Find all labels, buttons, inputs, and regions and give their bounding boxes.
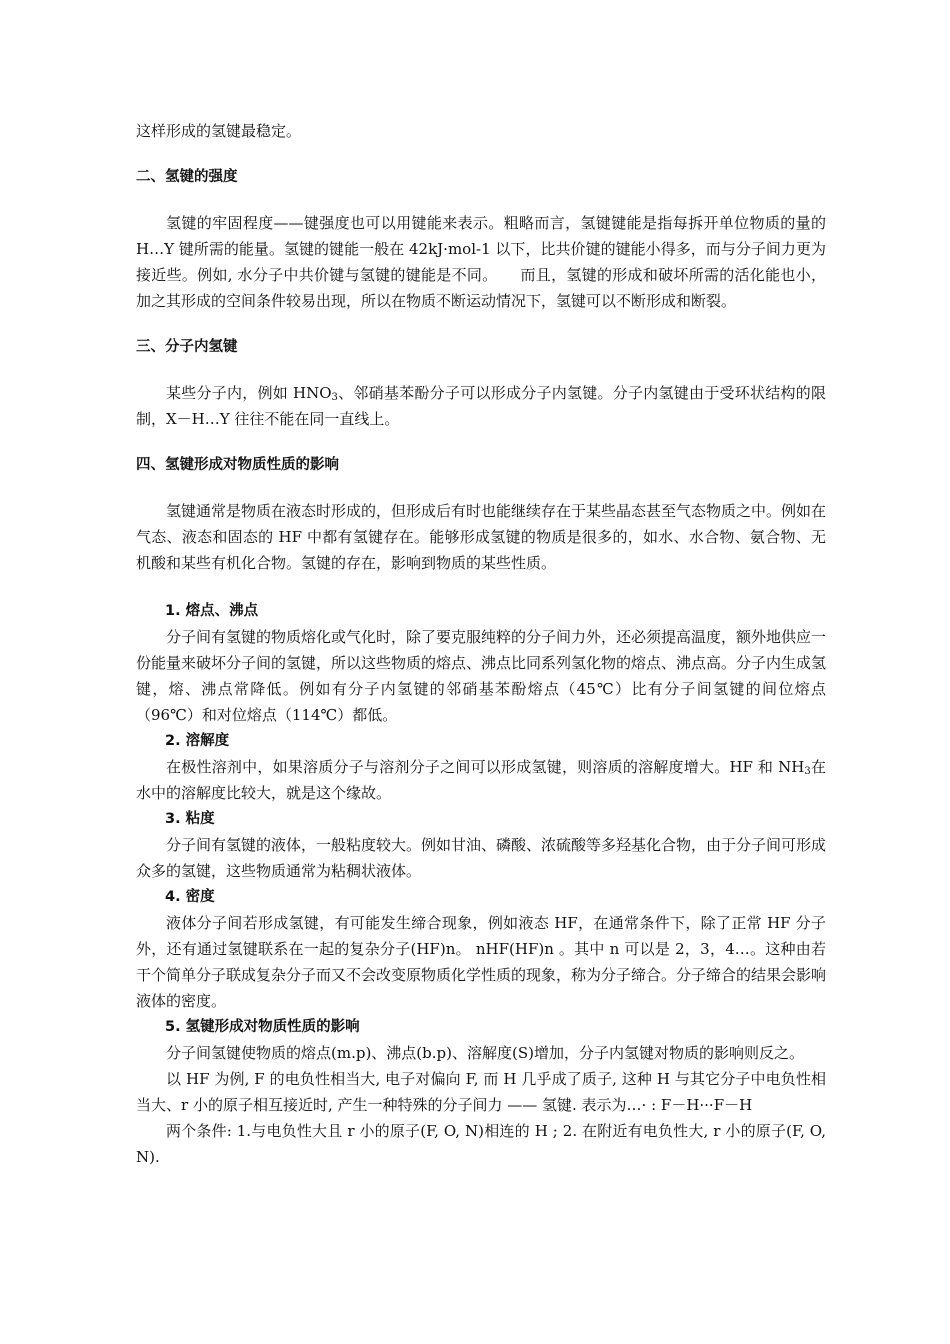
- intro-line: 这样形成的氢键最稳定。: [136, 122, 302, 140]
- item-5-paragraph-2: 以 HF 为例, F 的电负性相当大, 电子对偏向 F, 而 H 几乎成了质子, 这种 H 与其它分子中电负性相当大、r 小的原子相互接近时, 产生一种特殊的分子间力 —— 氢键. 表示为…· : F－H···F－H: [136, 1070, 826, 1114]
- item-5-paragraph-1: 分子间氢键使物质的熔点(m.p)、沸点(b.p)、溶解度(S)增加，分子内氢键对物质的影响则反之。: [166, 1044, 804, 1062]
- item-5-title: 氢键形成对物质性质的影响: [185, 1019, 360, 1035]
- item-4-title: 密度: [185, 889, 215, 905]
- item-4-number: 4.: [165, 889, 181, 905]
- section-2-heading: 二、氢键的强度: [136, 169, 238, 185]
- item-4-paragraph: 液体分子间若形成氢键，有可能发生缔合现象，例如液态 HF，在通常条件下，除了正常 HF 分子外，还有通过氢键联系在一起的复杂分子(HF)n。 nHF(HF)n 。其中 n 可以是 2，3，4…。这种由若干个简单分子联成复杂分子而又不会改变原物质化学性质的现象，称为分子缔合。分子缔合的结果会影响液体的密度。: [136, 914, 827, 1010]
- item-5-number: 5.: [165, 1019, 181, 1035]
- section-3-text-b: 、邻硝基苯酚分子可以形成分子内氢键。分子内氢键由于受环状结构的限制，X－H…Y 往往不能在同一直线上。: [136, 384, 826, 428]
- item-2-text-b: 在水中的溶解度比较大，就是这个缘故。: [136, 758, 826, 802]
- item-1-heading: [136, 598, 826, 624]
- item-3-number: 3.: [165, 811, 181, 827]
- item-2-heading: [136, 728, 826, 754]
- item-5-heading: [136, 1014, 826, 1040]
- item-3-paragraph: 分子间有氢键的液体，一般粘度较大。例如甘油、磷酸、浓硫酸等多羟基化合物，由于分子间可形成众多的氢键，这些物质通常为粘稠状液体。: [136, 836, 827, 880]
- item-1-paragraph: 分子间有氢键的物质熔化或气化时，除了要克服纯粹的分子间力外，还必须提高温度，额外地供应一份能量来破坏分子间的氢键，所以这些物质的熔点、沸点比同系列氢化物的熔点、沸点高。分子内生成氢键，熔、沸点常降低。例如有分子内氢键的邻硝基苯酚熔点（45℃）比有分子间氢键的间位熔点（96℃）和对位熔点（114℃）都低。: [136, 628, 827, 724]
- item-3-heading: [136, 806, 826, 832]
- item-4-heading: [136, 884, 826, 910]
- document-page: [136, 118, 826, 1170]
- item-5-paragraph-3: 两个条件: 1.与电负性大且 r 小的原子(F, O, N)相连的 H ; 2. 在附近有电负性大, r 小的原子(F, O, N).: [136, 1122, 826, 1166]
- section-4-paragraph: 氢键通常是物质在液态时形成的，但形成后有时也能继续存在于某些晶态甚至气态物质之中。例如在气态、液态和固态的 HF 中都有氢键存在。能够形成氢键的物质是很多的，如水、水合物、氨合物、无机酸和某些有机化合物。氢键的存在，影响到物质的某些性质。: [136, 502, 827, 572]
- item-1-number: 1.: [165, 603, 181, 619]
- section-4-heading: 四、氢键形成对物质性质的影响: [136, 457, 339, 473]
- item-2-text-a: 在极性溶剂中，如果溶质分子与溶剂分子之间可以形成氢键，则溶质的溶解度增大。HF 和 NH: [166, 758, 805, 776]
- item-2-number: 2.: [165, 733, 181, 749]
- section-3-paragraph: [136, 380, 826, 432]
- section-3-subscript: 3: [331, 392, 338, 403]
- section-3-heading: 三、分子内氢键: [136, 339, 238, 355]
- section-3-text-a: 某些分子内，例如 HNO: [166, 384, 332, 402]
- item-1-title: 熔点、沸点: [185, 603, 259, 619]
- section-2-paragraph: 氢键的牢固程度——键强度也可以用键能来表示。粗略而言，氢键键能是指每拆开单位物质的量的 H…Y 键所需的能量。氢键的键能一般在 42kJ·mol-1 以下，比共价键的键能小得多，而与分子间力更为接近些。例如, 水分子中共价键与氢键的键能是不同。 而且，氢键的形成和破坏所需的活化能也小，加之其形成的空间条件较易出现，所以在物质不断运动情况下，氢键可以不断形成和断裂。: [136, 214, 826, 310]
- item-2-subscript: 3: [804, 766, 811, 777]
- item-3-title: 粘度: [185, 811, 215, 827]
- item-2-title: 溶解度: [185, 733, 230, 749]
- item-2-paragraph: [136, 754, 826, 806]
